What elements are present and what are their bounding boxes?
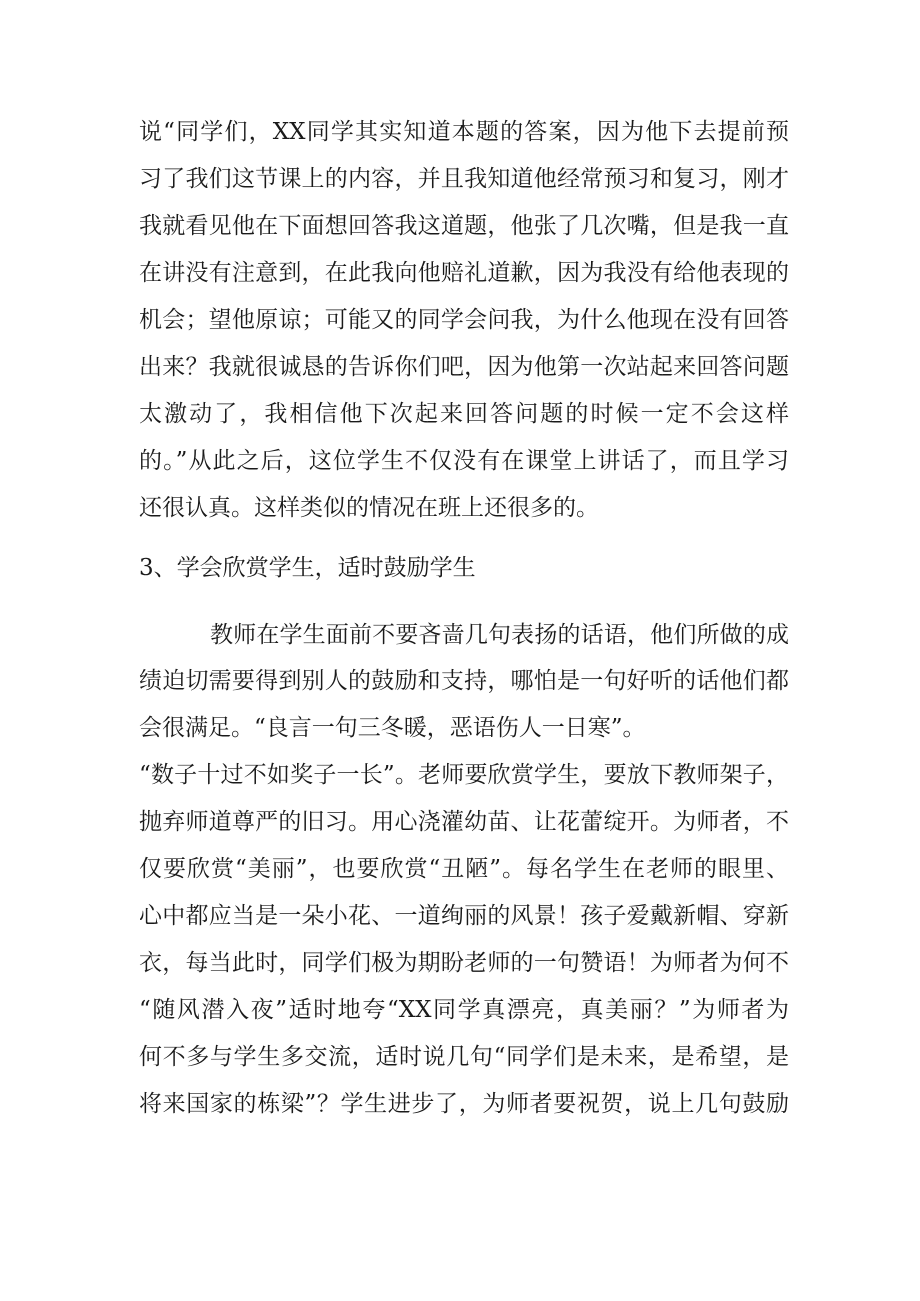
paragraph-1-line-9: 还很认真。这样类似的情况在班上还很多的。 bbox=[139, 495, 599, 521]
paragraph-3-line-5: 衣，每当此时，同学们极为期盼老师的一句赞语！为师者为何不 bbox=[139, 950, 789, 976]
paragraph-1-line-6: 出来？我就很诚恳的告诉你们吧，因为他第一次站起来回答问题 bbox=[139, 354, 789, 380]
paragraph-3-line-4: 心中都应当是一朵小花、一道绚丽的风景！孩子爱戴新帽、穿新 bbox=[139, 903, 789, 929]
paragraph-3-line-2: 抛弃师道尊严的旧习。用心浇灌幼苗、让花蕾绽开。为师者，不 bbox=[139, 809, 789, 835]
paragraph-2-line-3: 会很满足。“良言一句三冬暖，恶语伤人一日寒”。 bbox=[139, 715, 646, 741]
section-heading: 3、学会欣赏学生，适时鼓励学生 bbox=[139, 555, 476, 581]
paragraph-3-line-8: 将来国家的栋梁”？学生进步了，为师者要祝贺，说上几句鼓励 bbox=[139, 1091, 789, 1117]
paragraph-3-line-1: “数子十过不如奖子一长”。老师要欣赏学生，要放下教师架子， bbox=[139, 762, 789, 788]
paragraph-3-line-6: “随风潜入夜”适时地夸“XX同学真漂亮，真美丽？”为师者为 bbox=[139, 997, 789, 1023]
paragraph-3-line-7: 何不多与学生多交流，适时说几句“同学们是未来，是希望，是 bbox=[139, 1044, 789, 1070]
paragraph-1-line-2: 习了我们这节课上的内容，并且我知道他经常预习和复习，刚才 bbox=[139, 166, 789, 192]
paragraph-1-line-5: 机会；望他原谅；可能又的同学会问我，为什么他现在没有回答 bbox=[139, 307, 789, 333]
paragraph-2-line-2: 绩迫切需要得到别人的鼓励和支持，哪怕是一句好听的话他们都 bbox=[139, 668, 789, 694]
paragraph-1-line-8: 的。”从此之后，这位学生不仅没有在课堂上讲话了，而且学习 bbox=[139, 448, 789, 474]
paragraph-1-line-1: 说“同学们，XX同学其实知道本题的答案，因为他下去提前预 bbox=[139, 119, 789, 145]
paragraph-1-line-7: 太激动了，我相信他下次起来回答问题的时候一定不会这样 bbox=[139, 401, 789, 427]
paragraph-3-line-3: 仅要欣赏“美丽”，也要欣赏“丑陋”。每名学生在老师的眼里、 bbox=[139, 856, 789, 882]
paragraph-1-line-3: 我就看见他在下面想回答我这道题，他张了几次嘴，但是我一直 bbox=[139, 213, 789, 239]
paragraph-2-line-1: 教师在学生面前不要吝啬几句表扬的话语，他们所做的成 bbox=[210, 622, 789, 648]
paragraph-1-line-4: 在讲没有注意到，在此我向他赔礼道歉，因为我没有给他表现的 bbox=[139, 260, 789, 286]
